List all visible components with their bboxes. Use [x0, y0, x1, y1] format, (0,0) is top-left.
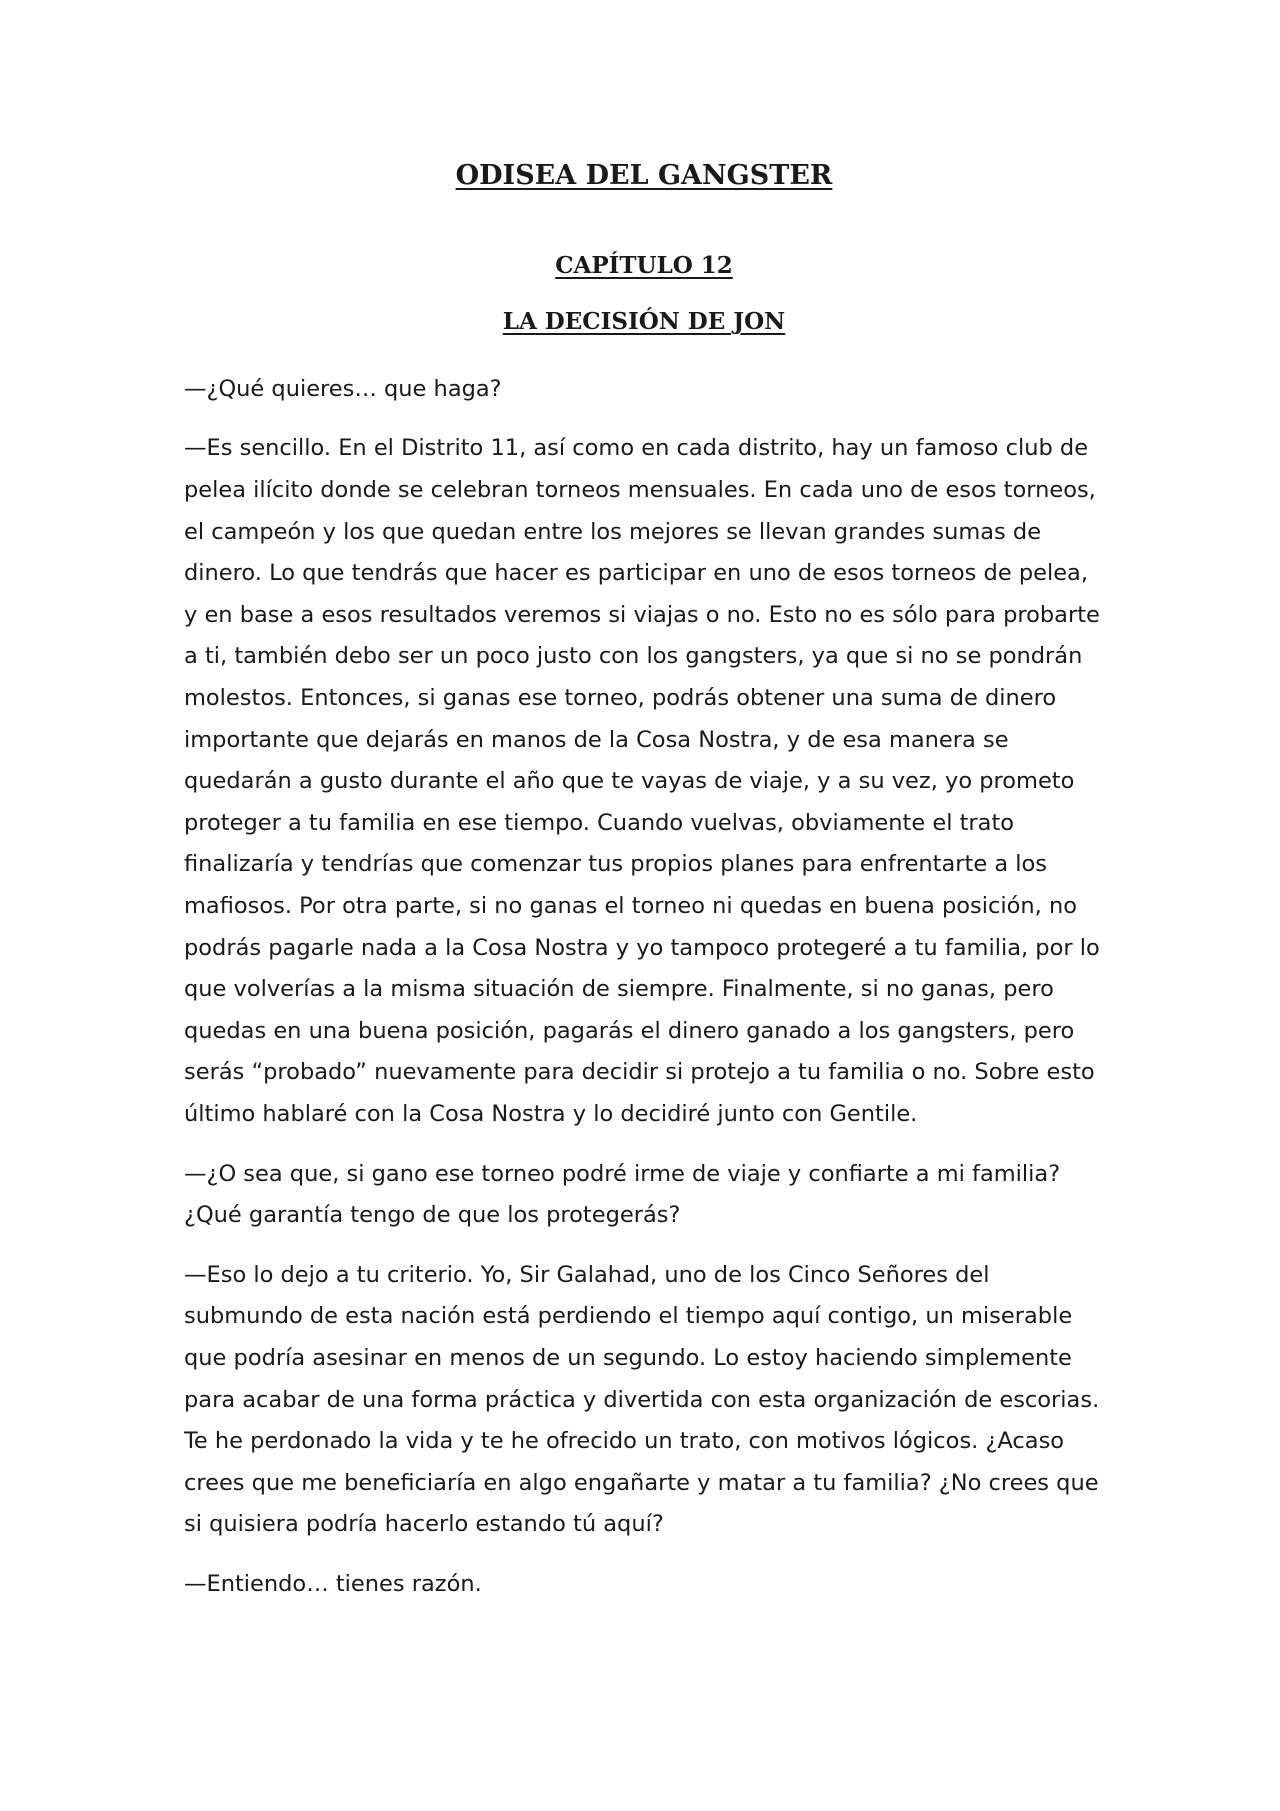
paragraph-1: —¿Qué quieres… que haga? — [184, 375, 502, 402]
chapter-body — [184, 369, 1104, 1606]
paragraph-4: —Eso lo dejo a tu criterio. Yo, Sir Galahad, uno de los Cinco Señores del submundo de esta nación está perdiendo el tiempo aquí contigo, un miserable que podría asesinar en menos de un segundo. Lo estoy haciendo simplemente para acabar de una forma práctica y divertida con esta organización de escorias. Te he perdonado la vida y te he ofrecido un trato, con motivos lógicos. ¿Acaso crees que me beneficiaría en algo engañarte y matar a tu familia? ¿No crees que si quisiera podría hacerlo estando tú aquí? — [184, 1261, 1100, 1538]
paragraph-2: —Es sencillo. En el Distrito 11, así como en cada distrito, hay un famoso club de pelea ilícito donde se celebran torneos mensuales. En cada uno de esos torneos, el campeón y los que quedan entre los mejores se llevan grandes sumas de dinero. Lo que tendrás que hacer es participar en uno de esos torneos de pelea, y en base a esos resultados veremos si viajas o no. Esto no es sólo para probarte a ti, también debo ser un poco justo con los gangsters, ya que si no se pondrán molestos. Entonces, si ganas ese torneo, podrás obtener una suma de dinero importante que dejarás en manos de la Cosa Nostra, y de esa manera se quedarán a gusto durante el año que te vayas de viaje, y a su vez, yo prometo proteger a tu familia en ese tiempo. Cuando vuelvas, obviamente el trato finalizaría y tendrías que comenzar tus propios planes para enfrentarte a los mafiosos. Por otra parte, si no ganas el torneo ni quedas en buena posición, no podrás pagarle nada a la Cosa Nostra y yo tampoco protegeré a tu familia, por lo que volverías a la misma situación de siempre. Finalmente, si no ganas, pero quedas en una buena posición, pagarás el dinero ganado a los gangsters, pero serás “probado” nuevamente para decidir si protejo a tu familia o no. Sobre esto último hablaré con la Cosa Nostra y lo decidiré junto con Gentile. — [184, 435, 1100, 1127]
chapter-number: CAPÍTULO 12 — [555, 252, 733, 280]
book-title: ODISEA DEL GANGSTER — [455, 160, 833, 191]
paragraph-3: —¿O sea que, si gano ese torneo podré irme de viaje y confiarte a mi familia? ¿Qué garantía tengo de que los protegerás? — [184, 1160, 1061, 1229]
document-page — [184, 158, 1104, 1624]
chapter-title: LA DECISIÓN DE JON — [502, 307, 786, 335]
paragraph-5: —Entiendo… tienes razón. — [184, 1570, 482, 1597]
